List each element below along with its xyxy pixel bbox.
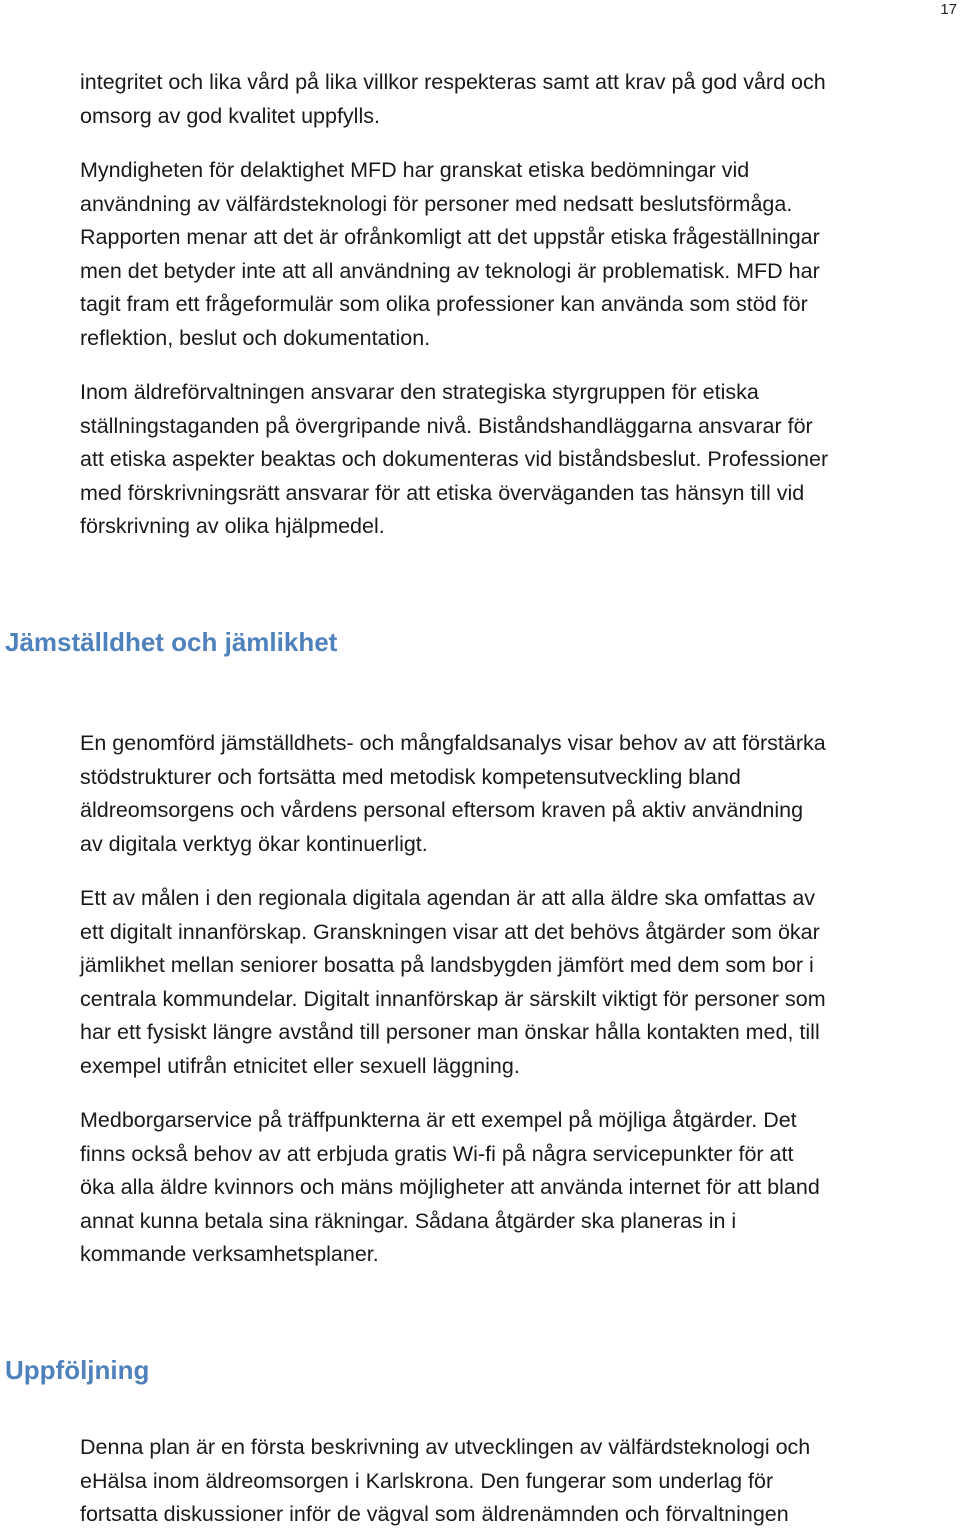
intro-paragraph-2 xyxy=(80,154,960,356)
text-line: ställningstaganden på övergripande nivå. Biståndshandläggarna ansvarar för xyxy=(80,413,813,438)
text-line: har ett fysiskt längre avstånd till personer man önskar hålla kontakten med, till xyxy=(80,1020,820,1045)
text-line: ett digitalt innanförskap. Granskningen visar att det behövs åtgärder som ökar xyxy=(80,919,820,944)
text-line: reflektion, beslut och dokumentation. xyxy=(80,325,431,350)
text-line: förskrivning av olika hjälpmedel. xyxy=(80,514,385,539)
text-line: stödstrukturer och fortsätta med metodisk kompetensutveckling bland xyxy=(80,764,741,789)
text-line: men det betyder inte att all användning av teknologi är problematisk. MFD har xyxy=(80,258,820,283)
text-line: av digitala verktyg ökar kontinuerligt. xyxy=(80,831,428,856)
text-line: fortsatta diskussioner inför de vägval som äldrenämnden och förvaltningen xyxy=(80,1502,789,1527)
text-line: centrala kommundelar. Digitalt innanförskap är särskilt viktigt för personer som xyxy=(80,986,826,1011)
followup-paragraph-1 xyxy=(80,1431,960,1532)
equality-paragraph-2 xyxy=(80,882,960,1084)
text-line: omsorg av god kvalitet uppfylls. xyxy=(80,103,380,128)
page-number: 17 xyxy=(940,1,957,18)
text-line: äldreomsorgens och vårdens personal eftersom kraven på aktiv användning xyxy=(80,798,804,823)
text-line: jämlikhet mellan seniorer bosatta på landsbygden jämfört med dem som bor i xyxy=(80,953,814,978)
text-line: Myndigheten för delaktighet MFD har granskat etiska bedömningar vid xyxy=(80,158,750,182)
text-line: kommande verksamhetsplaner. xyxy=(80,1242,379,1267)
text-line: finns också behov av att erbjuda gratis Wi-fi på några servicepunkter för att xyxy=(80,1141,794,1166)
text-line: användning av välfärdsteknologi för personer med nedsatt beslutsförmåga. xyxy=(80,191,793,216)
text-line: Inom äldreförvaltningen ansvarar den strategiska styrgruppen för etiska xyxy=(80,380,759,404)
text-line: annat kunna betala sina räkningar. Sådana åtgärder ska planeras in i xyxy=(80,1208,737,1233)
text-line: exempel utifrån etnicitet eller sexuell läggning. xyxy=(80,1053,520,1078)
equality-paragraph-3 xyxy=(80,1104,960,1272)
intro-paragraph-3 xyxy=(80,376,960,544)
section-heading-followup: Uppföljning xyxy=(5,1355,150,1385)
text-line: En genomförd jämställdhets- och mångfaldsanalys visar behov av att förstärka xyxy=(80,731,826,755)
equality-paragraph-1 xyxy=(80,727,960,861)
text-line: Medborgarservice på träffpunkterna är ett exempel på möjliga åtgärder. Det xyxy=(80,1108,797,1132)
text-line: Ett av målen i den regionala digitala agendan är att alla äldre ska omfattas av xyxy=(80,886,816,910)
text-line: Denna plan är en första beskrivning av utvecklingen av välfärdsteknologi och xyxy=(80,1435,811,1459)
intro-paragraph-1 xyxy=(80,66,960,133)
text-line: Rapporten menar att det är ofrånkomligt att det uppstår etiska frågeställningar xyxy=(80,225,820,250)
text-line: att etiska aspekter beaktas och dokumenteras vid biståndsbeslut. Professioner xyxy=(80,447,829,472)
text-line: med förskrivningsrätt ansvarar för att etiska överväganden tas hänsyn till vid xyxy=(80,480,805,505)
text-line: öka alla äldre kvinnors och mäns möjligheter att använda internet för att bland xyxy=(80,1175,820,1200)
section-heading-equality: Jämställdhet och jämlikhet xyxy=(5,627,338,657)
text-line: tagit fram ett frågeformulär som olika professioner kan använda som stöd för xyxy=(80,292,808,317)
text-line: eHälsa inom äldreomsorgen i Karlskrona. Den fungerar som underlag för xyxy=(80,1468,774,1493)
text-line: integritet och lika vård på lika villkor respekteras samt att krav på god vård och xyxy=(80,70,826,94)
